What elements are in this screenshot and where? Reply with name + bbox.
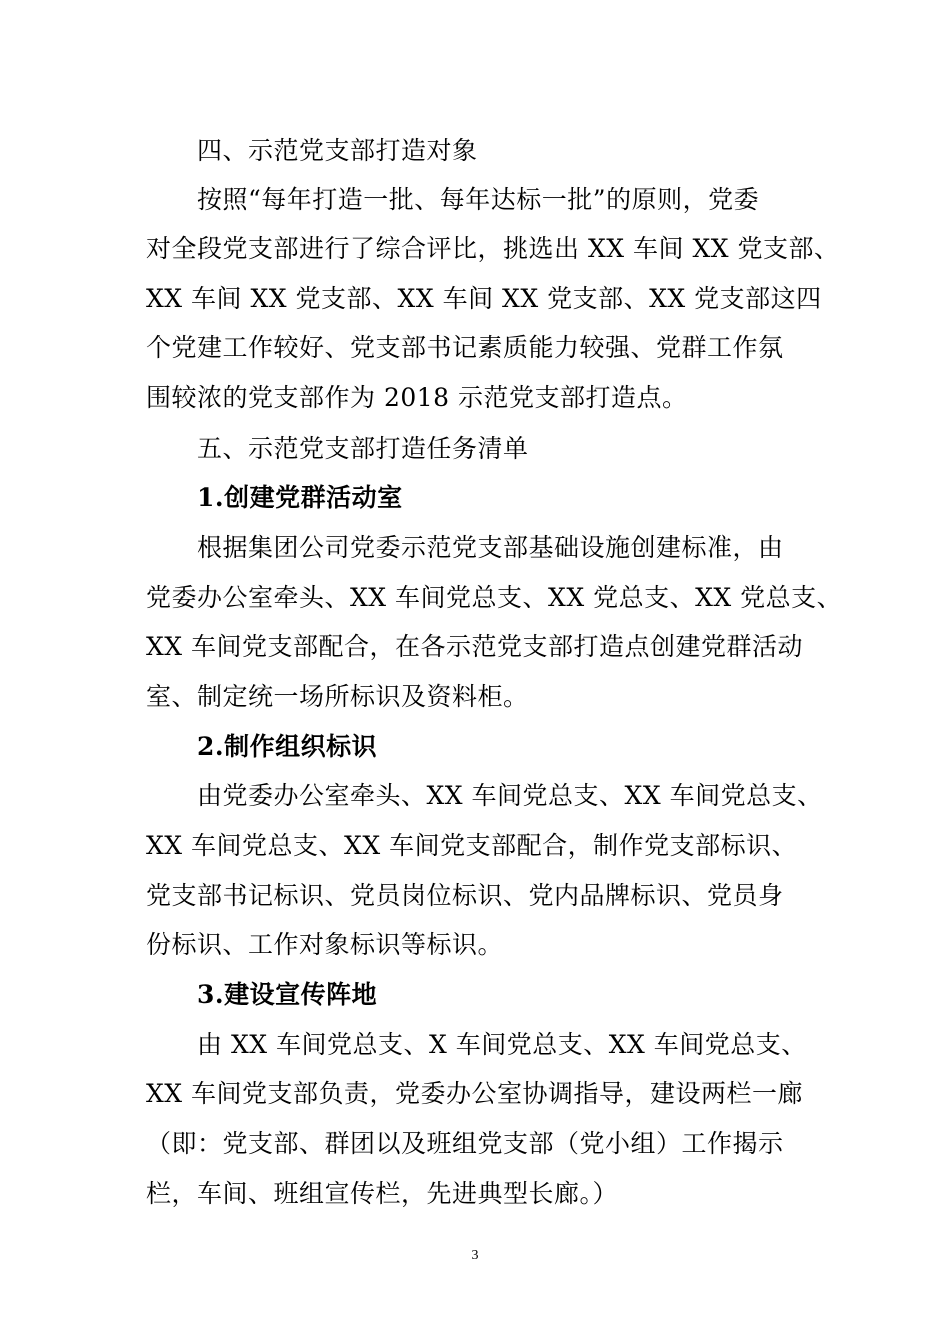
paragraph-line: 党支部书记标识、党员岗位标识、党内品牌标识、党员身 [146,881,784,910]
paragraph-line: 栏，车间、班组宣传栏，先进典型长廊。） [146,1179,619,1208]
section-heading-5: 五、示范党支部打造任务清单 [197,434,529,463]
paragraph-line: 份标识、工作对象标识等标识。 [146,930,504,959]
page-number: 3 [471,1248,479,1263]
paragraph-line: 室、制定统一场所标识及资料柜。 [146,682,529,711]
paragraph-line: 按照“每年打造一批、每年达标一批”的原则，党委 [197,185,760,214]
paragraph-line: XX 车间党支部配合，在各示范党支部打造点创建党群活动 [146,632,804,661]
section-heading-4: 四、示范党支部打造对象 [197,136,478,165]
paragraph-line: 党委办公室牵头、XX 车间党总支、XX 党总支、XX 党总支、 [146,583,843,612]
paragraph-line: 个党建工作较好、党支部书记素质能力较强、党群工作氛 [146,333,784,362]
paragraph-line: 由 XX 车间党总支、X 车间党总支、XX 车间党总支、 [197,1030,807,1059]
paragraph-line: 围较浓的党支部作为 2018 示范党支部打造点。 [146,383,688,412]
paragraph-line: （即：党支部、群团以及班组党支部（党小组）工作揭示 [146,1129,784,1158]
subsection-title-1: 1.创建党群活动室 [197,483,403,512]
paragraph-line: XX 车间党总支、XX 车间党支部配合，制作党支部标识、 [146,831,798,860]
paragraph-line: 由党委办公室牵头、XX 车间党总支、XX 车间党总支、 [197,781,823,810]
paragraph-line: XX 车间党支部负责，党委办公室协调指导，建设两栏一廊 [146,1079,804,1108]
paragraph-line: XX 车间 XX 党支部、XX 车间 XX 党支部、XX 党支部这四 [146,284,822,313]
subsection-title-3: 3.建设宣传阵地 [197,980,378,1009]
subsection-title-2: 2.制作组织标识 [197,732,378,761]
paragraph-line: 根据集团公司党委示范党支部基础设施创建标准，由 [197,533,784,562]
paragraph-line: 对全段党支部进行了综合评比，挑选出 XX 车间 XX 党支部、 [146,234,840,263]
